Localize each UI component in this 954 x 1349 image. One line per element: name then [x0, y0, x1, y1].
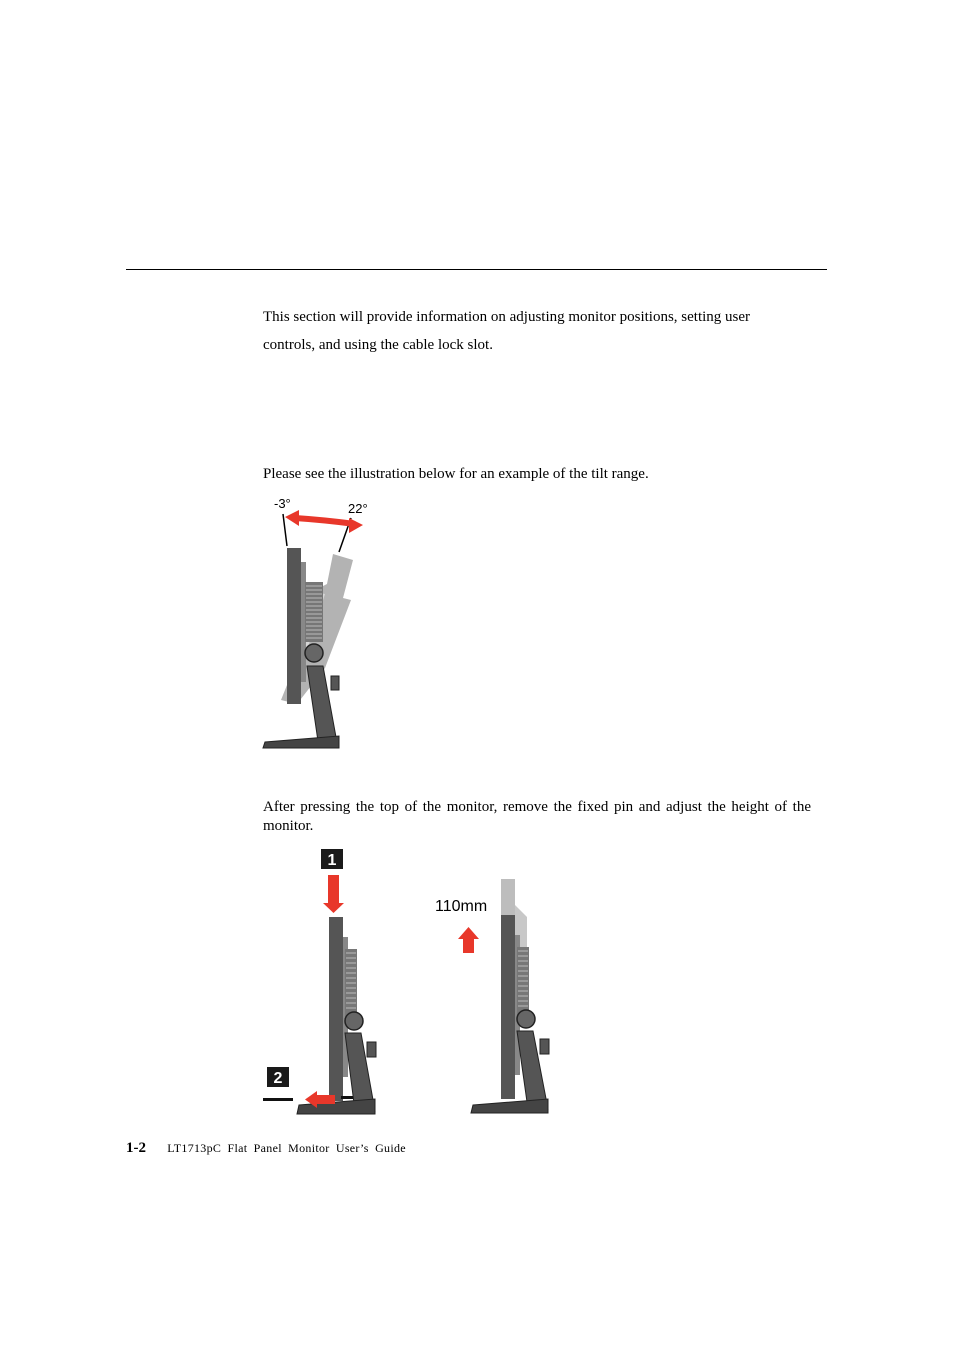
page-footer [126, 1140, 406, 1157]
tilt-paragraph: Please see the illustration below for an example of the tilt range. [263, 466, 649, 482]
lowered-monitor [297, 917, 376, 1114]
tilt-arrow-head-right [349, 518, 363, 533]
removed-pin [263, 1098, 293, 1101]
intro-paragraph: This section will provide information on adjusting monitor positions, setting user controls, and using the cable lock slot. [263, 309, 751, 353]
document-title: LT1713pC Flat Panel Monitor User’s Guide [167, 1141, 406, 1155]
tilt-arrow-head-left [285, 510, 299, 526]
angle-forward-label: 22° [348, 501, 368, 516]
press-down-arrow [323, 875, 344, 913]
height-paragraph: After pressing the top of the monitor, remove the fixed pin and adjust the height of the monitor. [263, 799, 811, 834]
raise-up-arrow [458, 927, 479, 953]
tilt-illustration [255, 490, 375, 755]
height-illustration [255, 845, 565, 1120]
angle-back-label: -3° [274, 496, 291, 511]
height-range-label: 110mm [435, 898, 488, 915]
tilt-arrow [295, 518, 355, 524]
step2-label: 2 [273, 1070, 283, 1087]
pin-slot [341, 1096, 353, 1099]
page-number: 1-2 [126, 1140, 146, 1156]
section-divider [126, 269, 827, 270]
back-angle-line [283, 514, 287, 546]
step1-label: 1 [327, 852, 337, 869]
